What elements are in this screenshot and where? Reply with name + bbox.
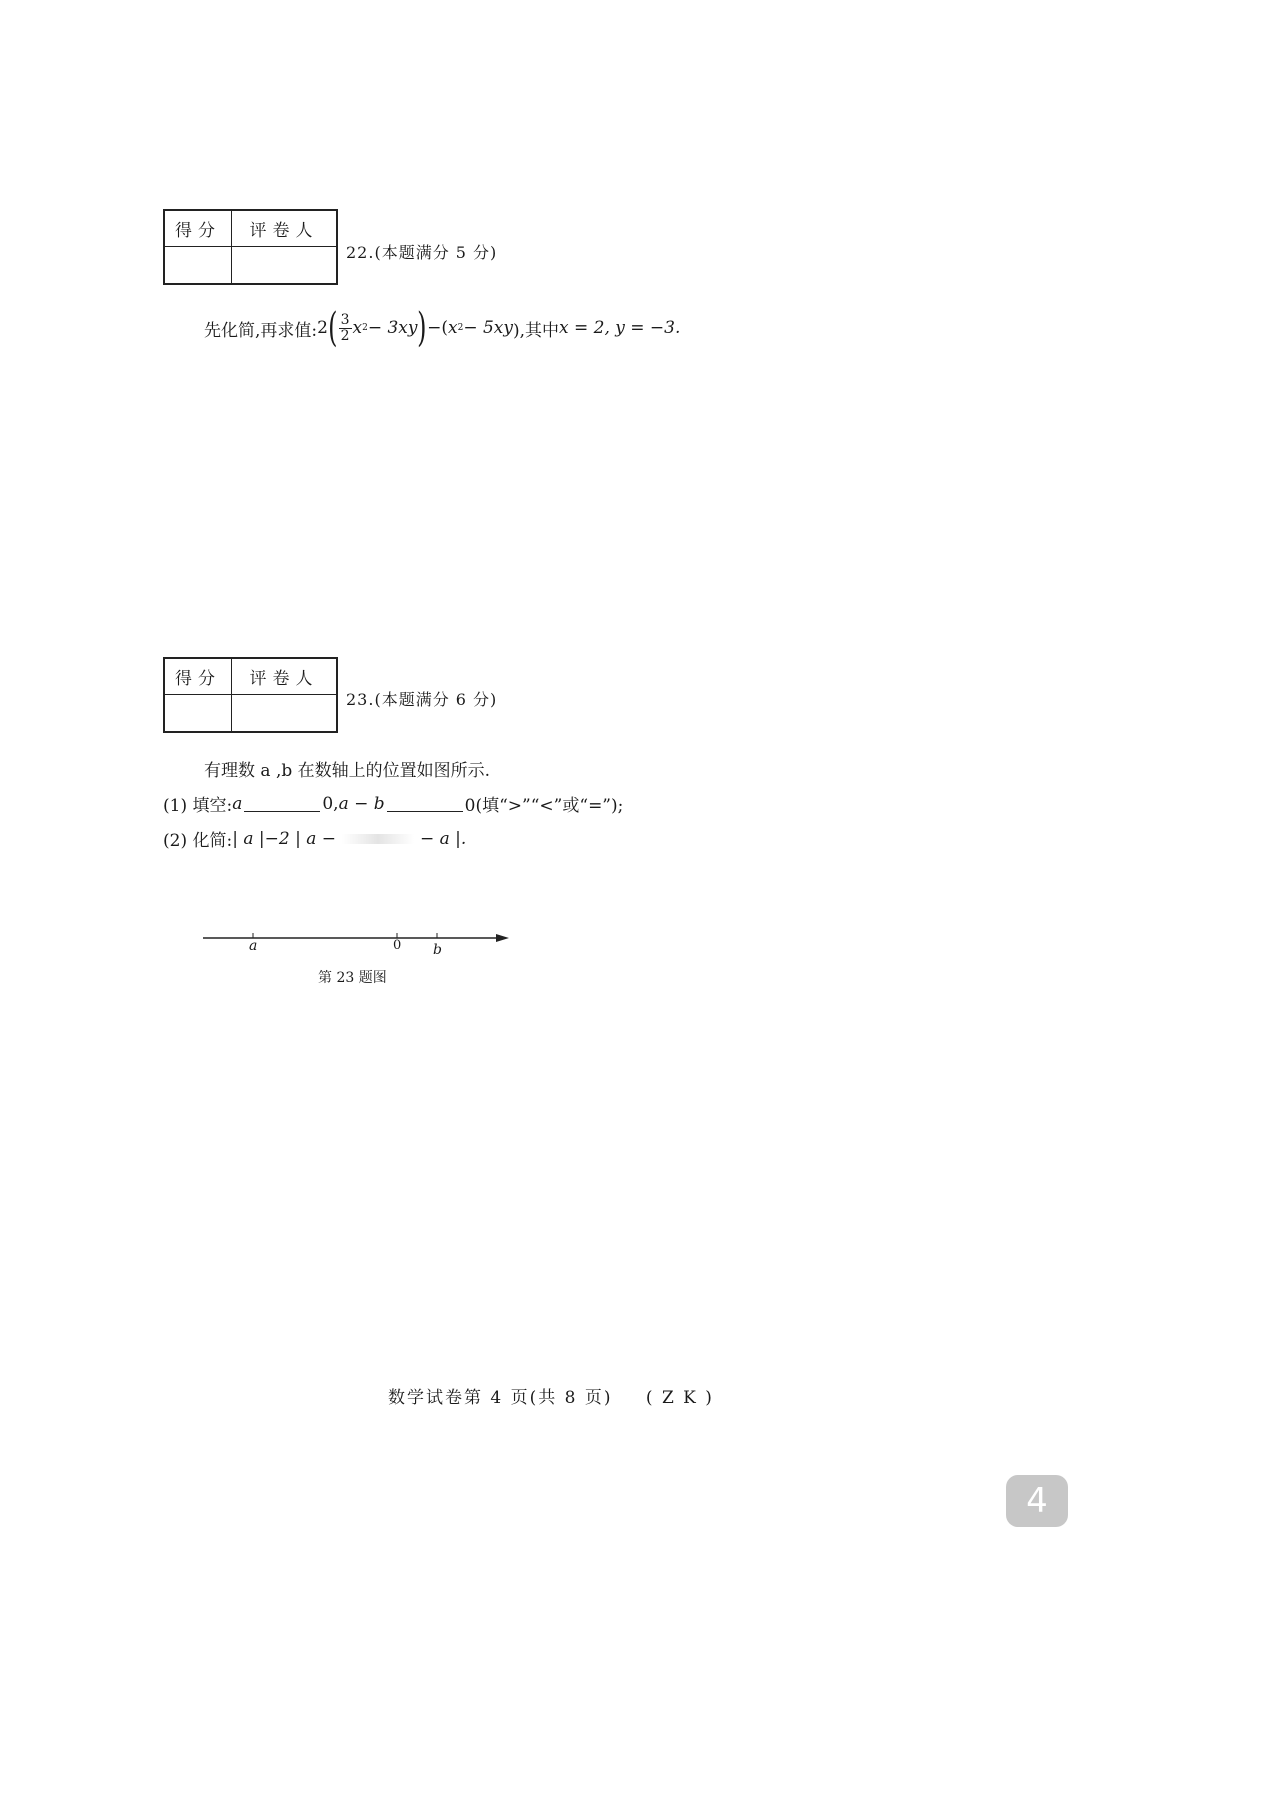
- page-number-badge: 4: [1006, 1475, 1068, 1527]
- page-footer: [388, 1383, 714, 1408]
- q22-coef: 2: [317, 318, 328, 338]
- part2-expr-start: | a |−2 | a −: [232, 828, 336, 849]
- part1-a-minus-b: a − b: [338, 793, 385, 814]
- part1-suffix: 0(填“>”“<”或“=”);: [464, 796, 624, 816]
- grader-label: 评卷人: [232, 658, 338, 694]
- q23-heading: 23.(本题满分 6 分): [346, 690, 498, 709]
- score-cell[interactable]: [164, 246, 232, 284]
- answer-blank-2[interactable]: [387, 795, 463, 812]
- part2-expr-end: − a |.: [420, 828, 467, 849]
- q22-prompt: 先化简,再求值:: [204, 320, 318, 341]
- term-5xy: − 5xy: [463, 318, 513, 338]
- left-paren: (: [328, 305, 338, 351]
- right-paren: ): [417, 305, 427, 351]
- axis-arrow-icon: [496, 934, 509, 942]
- fraction-denominator: 2: [340, 327, 350, 344]
- exponent-2: 2: [457, 323, 464, 333]
- answer-blank-1[interactable]: [244, 795, 320, 812]
- footer-text: 数学试卷第 4 页(共 8 页): [388, 1388, 613, 1408]
- number-line: [200, 928, 520, 952]
- q23-part2: [163, 826, 466, 851]
- score-box-q22: [163, 209, 338, 285]
- score-label: 得分: [164, 210, 232, 246]
- grader-label: 评卷人: [232, 210, 338, 246]
- q22-heading: 22.(本题满分 5 分): [346, 243, 498, 262]
- part1-mid: 0,: [322, 793, 339, 814]
- term-3xy: − 3xy: [367, 318, 418, 338]
- term-x: x: [352, 318, 363, 338]
- label-zero: 0: [393, 938, 402, 953]
- q23-part1: [163, 791, 623, 816]
- part1-prefix: (1) 填空:: [163, 796, 233, 816]
- fraction: [339, 313, 352, 343]
- label-b: b: [433, 942, 442, 958]
- q23-intro: 有理数 a ,b 在数轴上的位置如图所示.: [204, 761, 491, 781]
- grader-cell[interactable]: [232, 694, 338, 732]
- q22-condition: x = 2, y = −3.: [559, 318, 681, 338]
- footer-code: ( Z K ): [645, 1388, 714, 1408]
- fraction-numerator: 3: [340, 311, 350, 328]
- q22-problem: [204, 305, 681, 351]
- term-x2: x: [447, 318, 458, 338]
- grader-cell[interactable]: [232, 246, 338, 284]
- part2-prefix: (2) 化简:: [163, 831, 233, 851]
- close-paren: ),其中: [512, 320, 560, 341]
- smudge-mark: [342, 834, 414, 844]
- figure-caption: 第 23 题图: [318, 970, 387, 986]
- part1-a: a: [232, 793, 243, 814]
- exponent: 2: [362, 323, 368, 333]
- minus-paren: −(: [427, 318, 448, 338]
- score-label: 得分: [164, 658, 232, 694]
- label-a: a: [249, 938, 258, 954]
- score-cell[interactable]: [164, 694, 232, 732]
- score-box-q23: [163, 657, 338, 733]
